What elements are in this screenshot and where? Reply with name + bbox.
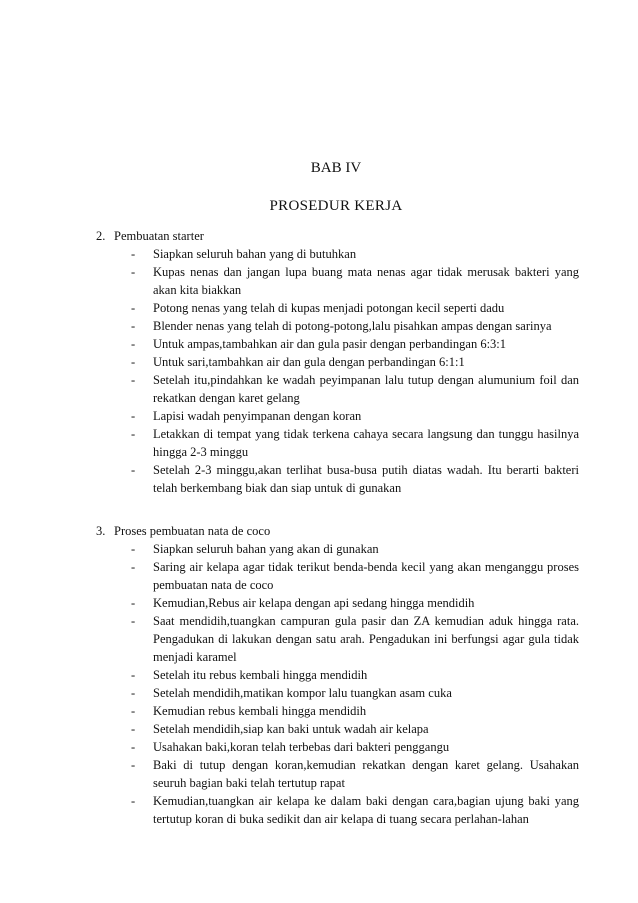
bullet-dash: - <box>131 373 136 387</box>
bullet-dash: - <box>131 463 136 477</box>
list-item: - Saring air kelapa agar tidak terikut benda-benda kecil yang akan menganggu proses pembuatan nata de coco <box>131 560 579 592</box>
bullet-dash: - <box>131 794 136 808</box>
bullet-dash: - <box>131 247 136 261</box>
list-item: - Untuk ampas,tambahkan air dan gula pasir dengan perbandingan 6:3:1 <box>131 337 507 351</box>
bullet-dash: - <box>131 265 136 279</box>
bullet-dash: - <box>131 427 136 441</box>
list-item: - Usahakan baki,koran telah terbebas dari bakteri penggangu <box>131 740 450 754</box>
bullet-dash: - <box>131 337 136 351</box>
list-item: - Setelah itu rebus kembali hingga mendidih <box>131 668 368 682</box>
bullet-dash: - <box>131 614 136 628</box>
list-item: - Kemudian,Rebus air kelapa dengan api sedang hingga mendidih <box>131 596 475 610</box>
list-item: - Setelah 2-3 minggu,akan terlihat busa-busa putih diatas wadah. Itu berarti bakteri telah berkembang biak dan siap untuk di gunakan <box>131 463 579 495</box>
section-heading-text: Proses pembuatan nata de coco <box>114 524 271 538</box>
bullet-dash: - <box>131 596 136 610</box>
chapter-heading: BAB IV <box>310 160 362 176</box>
bullet-dash: - <box>131 319 136 333</box>
bullet-dash: - <box>131 686 136 700</box>
list-item: - Setelah itu,pindahkan ke wadah peyimpanan lalu tutup dengan alumunium foil dan rekatkan dengan karet gelang <box>131 373 579 405</box>
list-item: - Siapkan seluruh bahan yang di butuhkan <box>131 247 357 261</box>
list-item: - Blender nenas yang telah di potong-potong,lalu pisahkan ampas dengan sarinya <box>131 319 552 333</box>
list-item: - Baki di tutup dengan koran,kemudian rekatkan dengan karet gelang. Usahakan seuruh bagian baki telah tertutup rapat <box>131 758 579 790</box>
bullet-dash: - <box>131 722 136 736</box>
list-item: - Potong nenas yang telah di kupas menjadi potongan kecil seperti dadu <box>131 301 505 315</box>
section-heading-text: Pembuatan starter <box>114 229 204 243</box>
list-item: - Siapkan seluruh bahan yang akan di gunakan <box>131 542 379 556</box>
section-heading <box>96 227 204 245</box>
list-item: - Saat mendidih,tuangkan campuran gula pasir dan ZA kemudian aduk hingga rata. Pengadukan di lakukan dengan satu arah. Pengadukan ini berfungsi agar gula tidak menjadi karamel <box>131 614 579 664</box>
step-list <box>0 245 638 497</box>
list-item: - Untuk sari,tambahkan air dan gula dengan perbandingan 6:1:1 <box>131 355 465 369</box>
list-item: - Kemudian,tuangkan air kelapa ke dalam baki dengan cara,bagian ujung baki yang tertutup koran di buka sedikit dan air kelapa di tuang secara perlahan-lahan <box>131 794 579 826</box>
section-heading <box>96 522 270 540</box>
bullet-dash: - <box>131 542 136 556</box>
list-item: - Setelah mendidih,matikan kompor lalu tuangkan asam cuka <box>131 686 452 700</box>
section-number: 3. <box>96 524 106 538</box>
bullet-dash: - <box>131 740 136 754</box>
list-item: - Kupas nenas dan jangan lupa buang mata nenas agar tidak merusak bakteri yang akan kita biakkan <box>131 265 579 297</box>
bullet-dash: - <box>131 560 136 574</box>
list-item: - Lapisi wadah penyimpanan dengan koran <box>131 409 362 423</box>
bullet-dash: - <box>131 355 136 369</box>
step-list <box>0 540 638 828</box>
chapter-title: PROSEDUR KERJA <box>269 198 403 214</box>
bullet-dash: - <box>131 704 136 718</box>
list-item: - Letakkan di tempat yang tidak terkena cahaya secara langsung dan tunggu hasilnya hingga 2-3 minggu <box>131 427 579 459</box>
bullet-dash: - <box>131 758 136 772</box>
section-number: 2. <box>96 229 106 243</box>
list-item: - Setelah mendidih,siap kan baki untuk wadah air kelapa <box>131 722 429 736</box>
bullet-dash: - <box>131 409 136 423</box>
list-item: - Kemudian rebus kembali hingga mendidih <box>131 704 367 718</box>
bullet-dash: - <box>131 301 136 315</box>
bullet-dash: - <box>131 668 136 682</box>
